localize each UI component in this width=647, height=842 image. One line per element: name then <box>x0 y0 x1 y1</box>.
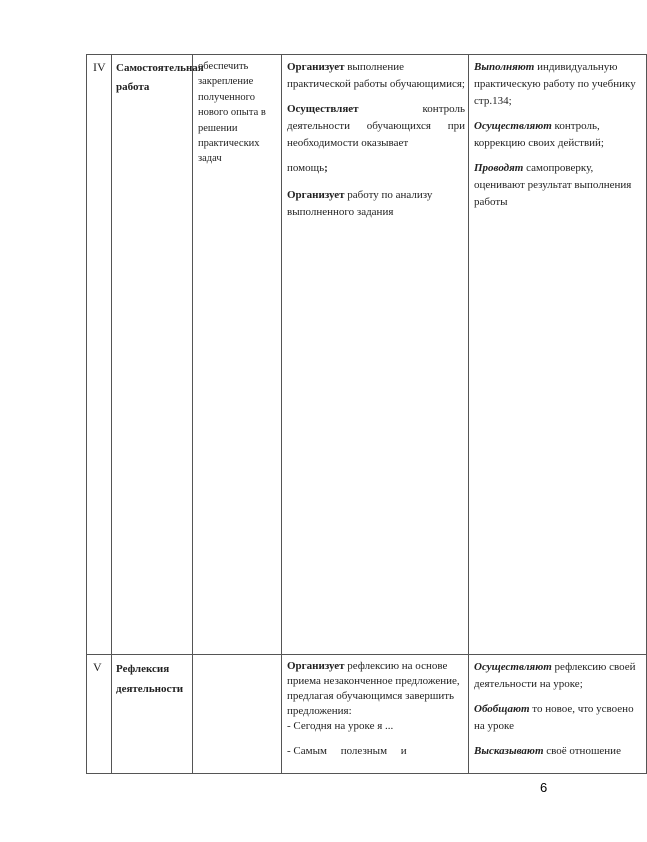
action-text: своё отношение <box>543 745 621 757</box>
action-text: - Самым полезным и <box>287 745 407 757</box>
action-verb: Организует <box>287 660 345 672</box>
table-row <box>87 655 647 774</box>
action-verb: Высказывают <box>474 745 544 757</box>
teacher-paragraph <box>287 187 465 221</box>
stage-number: V <box>87 655 112 774</box>
teacher-activity <box>282 55 469 655</box>
page-number: 6 <box>540 780 548 795</box>
action-text: то новое, что усвоено на уроке <box>474 703 634 732</box>
student-paragraph <box>474 118 643 152</box>
stage-goal <box>193 655 282 774</box>
action-text: выполнение практической работы обучающимися; <box>287 61 465 90</box>
action-text: помощь <box>287 162 325 174</box>
teacher-paragraph <box>287 160 465 177</box>
action-text: контроль деятельности обучающихся при необходимости оказывает <box>287 103 465 149</box>
teacher-paragraph <box>287 101 465 152</box>
stage-number: IV <box>87 55 112 655</box>
action-verb: Обобщают <box>474 703 530 715</box>
action-verb: Выполняют <box>474 61 535 73</box>
action-verb: Организует <box>287 189 345 201</box>
table-row <box>87 55 647 655</box>
stage-title: Рефлексия деятельности <box>112 655 193 774</box>
teacher-paragraph <box>287 719 465 734</box>
student-activity <box>469 655 647 774</box>
teacher-paragraph <box>287 59 465 93</box>
lesson-plan-table <box>86 54 647 774</box>
lesson-plan-table-container <box>86 54 636 773</box>
action-verb: ; <box>324 162 328 174</box>
action-verb: Проводят <box>474 162 524 174</box>
student-activity <box>469 55 647 655</box>
student-paragraph <box>474 59 643 110</box>
action-verb: Осуществляют <box>474 661 552 673</box>
teacher-activity <box>282 655 469 774</box>
student-paragraph <box>474 160 643 211</box>
stage-title: Самостоятельная работа <box>112 55 193 655</box>
action-verb: Организует <box>287 61 345 73</box>
action-text: рефлексию на основе приема незаконченное предложение, предлагая обучающимся завершить предложения: <box>287 660 460 717</box>
stage-goal: обеспечить закрепление полученного нового опыта в решении практических задач <box>193 55 282 655</box>
action-verb: Осуществляет <box>287 103 359 115</box>
student-paragraph <box>474 743 643 760</box>
student-paragraph <box>474 659 643 693</box>
action-text: самопроверку, оценивают результат выполнения работы <box>474 162 632 208</box>
action-text: контроль, коррекцию своих действий; <box>474 120 604 149</box>
action-text: рефлексию своей деятельности на уроке; <box>474 661 636 690</box>
teacher-paragraph <box>287 659 465 719</box>
teacher-paragraph <box>287 744 465 759</box>
action-text: работу по анализу выполненного задания <box>287 189 433 218</box>
action-verb: Осуществляют <box>474 120 552 132</box>
student-paragraph <box>474 701 643 735</box>
action-text: - Сегодня на уроке я ... <box>287 720 394 732</box>
action-text: индивидуальную практическую работу по учебнику стр.134; <box>474 61 636 107</box>
